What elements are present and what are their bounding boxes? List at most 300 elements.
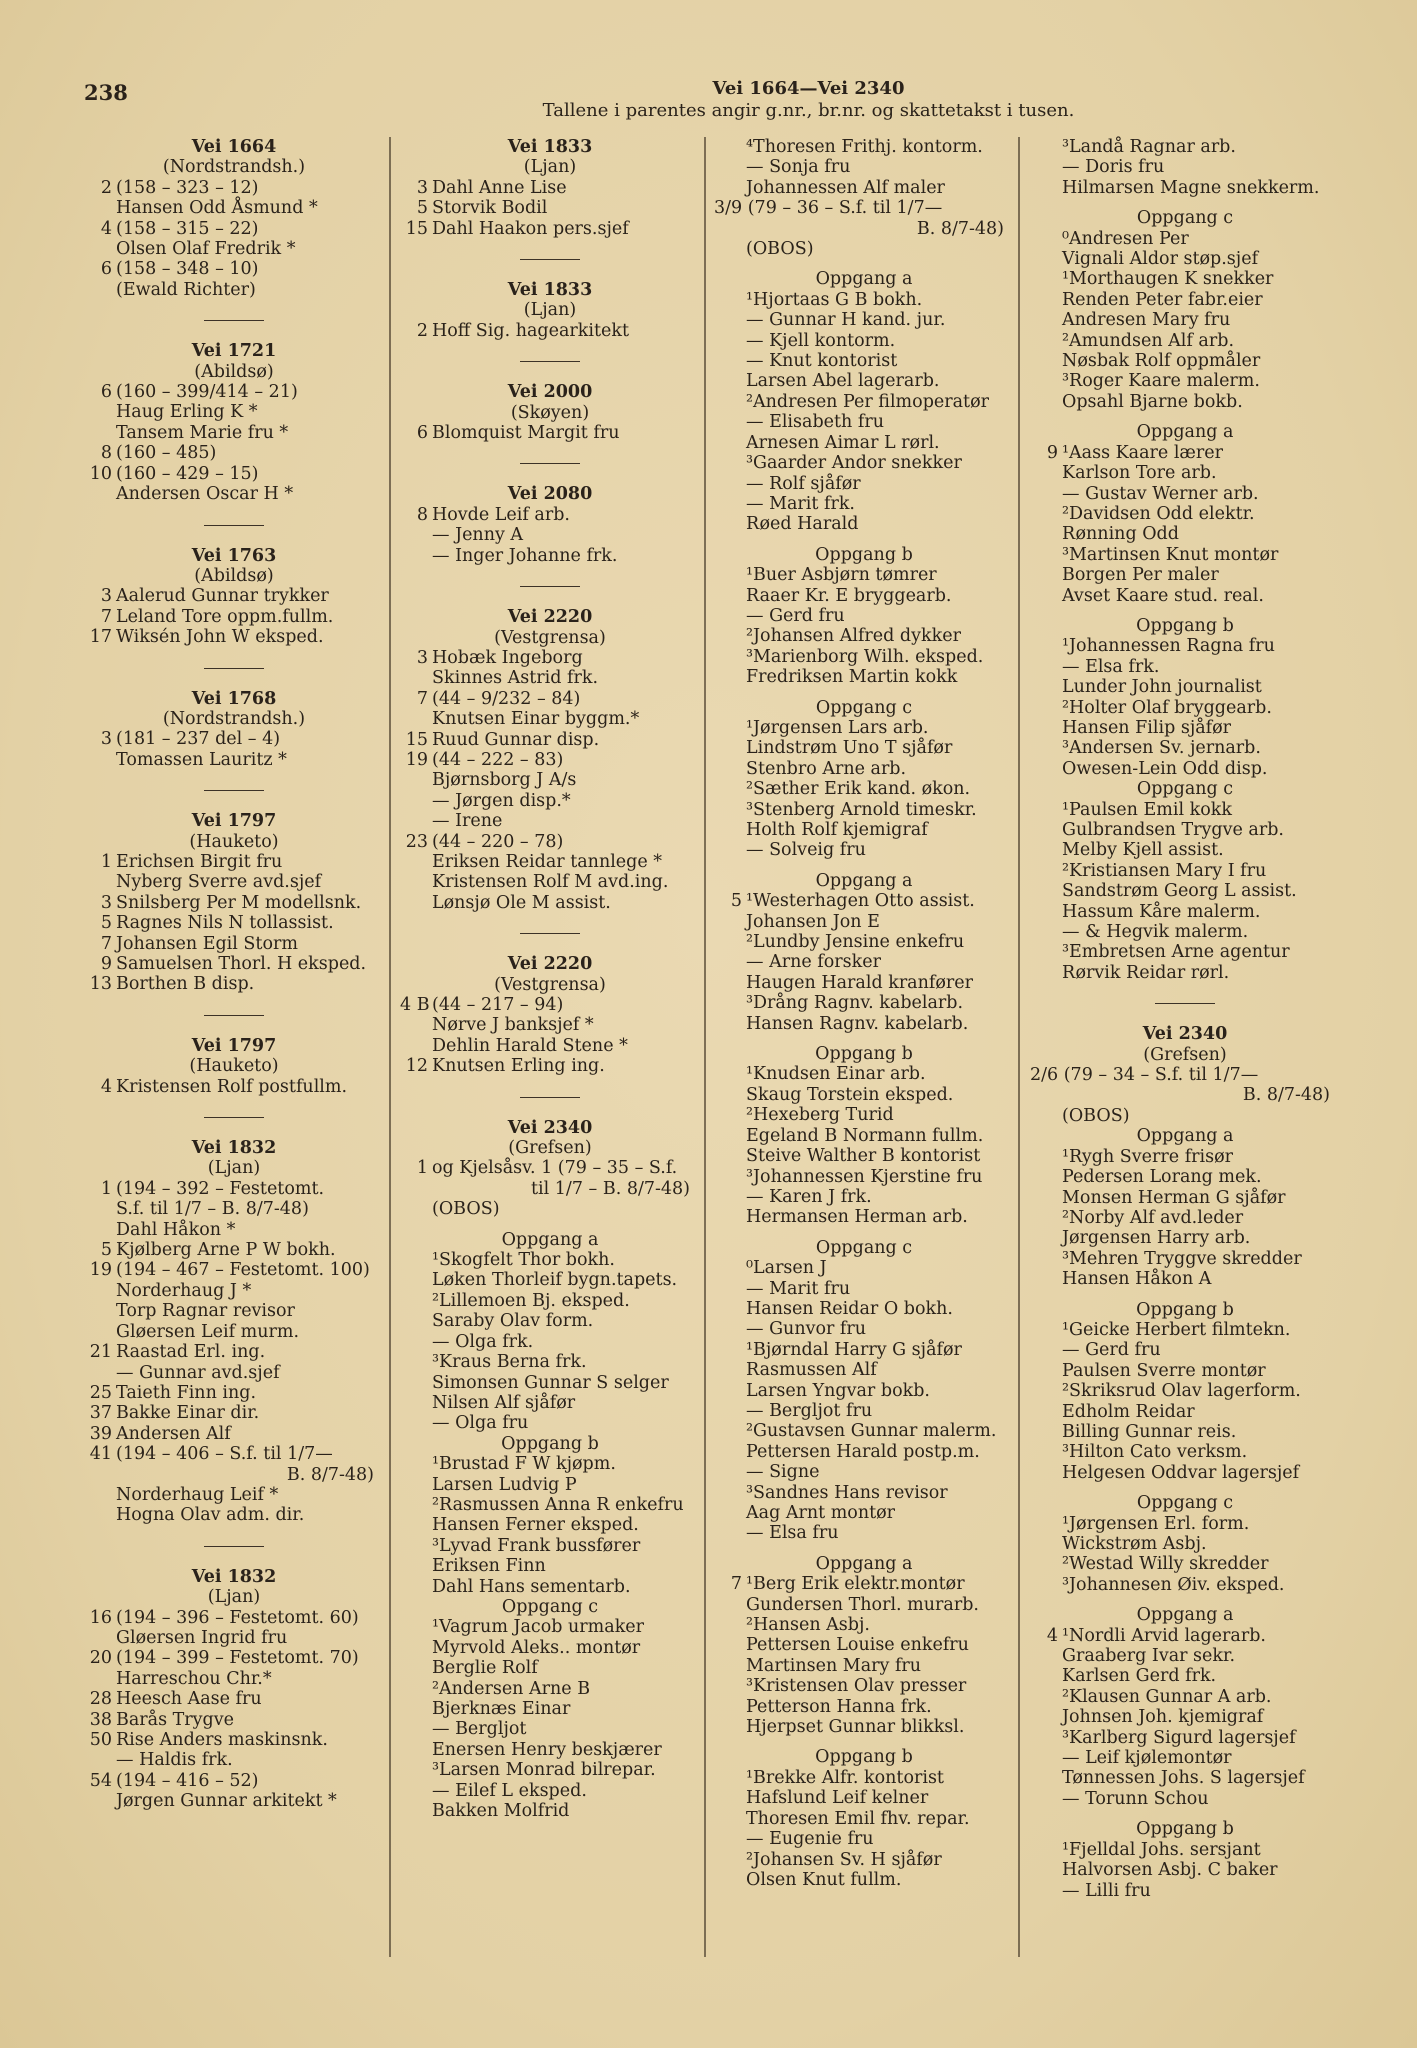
resident-entry [400, 750, 700, 770]
entry-text: Martinsen Mary fru [746, 1655, 922, 1676]
house-number: 4 B [400, 995, 430, 1015]
entry-text: ³Kraus Berna frk. [432, 1352, 587, 1373]
house-number: 17 [89, 627, 112, 648]
resident-entry [1030, 178, 1340, 198]
entry-text: Norderhaug Leif * [116, 1484, 279, 1505]
continuation-line: til 1/7 – B. 8/7-48) [531, 1178, 690, 1199]
resident-entry [400, 872, 700, 892]
entry-text: — Elisabeth fru [746, 412, 884, 433]
house-number [400, 1291, 432, 1311]
entry-text: ¹Bjørndal Harry G sjåfør [746, 1339, 962, 1360]
house-number [714, 412, 746, 432]
entry-text: — Eugenie fru [746, 1829, 874, 1850]
house-number [714, 474, 746, 494]
resident-entry [84, 627, 384, 647]
entry-text: Opsahl Bjarne bokb. [1062, 391, 1243, 412]
subheading: Oppgang b [1136, 615, 1234, 636]
entry-text: Løken Thorleif bygn.tapets. [432, 1270, 678, 1291]
house-number: 19 [89, 1260, 112, 1281]
house-number [1030, 1188, 1062, 1208]
subheading: (Vestgrensa) [494, 627, 606, 648]
section-separator [84, 770, 384, 811]
house-number: 5 [416, 198, 428, 219]
resident-entry [1030, 1514, 1340, 1534]
resident-entry [400, 1158, 700, 1178]
road-heading: Vei 2080 [507, 484, 593, 505]
spacer [714, 1228, 1014, 1238]
house-number: 50 [89, 1730, 112, 1750]
entry-text: Dahl Hans sementarb. [432, 1576, 631, 1597]
continuation-line: B. 8/7-48) [286, 1464, 374, 1485]
house-number [714, 494, 746, 514]
house-number [1030, 1228, 1062, 1248]
resident-entry [714, 137, 1014, 157]
entry-text: ²Lundby Jensine enkefru [746, 932, 965, 953]
house-number [400, 1638, 432, 1658]
house-number: 28 [89, 1689, 112, 1710]
entry-text: ³Karlberg Sigurd lagersjef [1062, 1727, 1296, 1748]
house-number [714, 392, 746, 412]
subheading: Oppgang a [815, 870, 913, 891]
page-header [300, 78, 1317, 122]
resident-entry [1030, 1167, 1340, 1187]
house-number [400, 852, 432, 872]
resident-entry [400, 1199, 700, 1219]
resident-entry [714, 973, 1014, 993]
resident-entry [714, 474, 1014, 494]
entry-text: ¹Knudsen Einar arb. [746, 1064, 926, 1085]
house-number [84, 1220, 116, 1240]
resident-entry [714, 392, 1014, 412]
entry-text: Lunder John journalist [1062, 677, 1262, 698]
resident-entry [714, 1595, 1014, 1615]
entry-text: Steive Walther B kontorist [746, 1146, 981, 1167]
entry-text: Heesch Aase fru [116, 1689, 262, 1710]
road-heading: Vei 1797 [191, 1035, 277, 1056]
entry-text: Andresen Mary fru [1062, 310, 1231, 331]
house-number [1030, 840, 1062, 860]
entry-text: Dahl Haakon pers.sjef [432, 218, 629, 239]
entry-text: ²Andersen Arne B [432, 1678, 591, 1699]
entry-text: Borthen B disp. [116, 974, 255, 995]
resident-entry [714, 494, 1014, 514]
resident-entry [714, 1503, 1014, 1523]
house-number: 1 [100, 851, 112, 872]
house-number [84, 1322, 116, 1342]
house-number: 5 [100, 1240, 112, 1261]
resident-entry [714, 1207, 1014, 1227]
house-number [714, 1319, 746, 1339]
resident-entry [1030, 1728, 1340, 1748]
house-number [1030, 269, 1062, 289]
house-number [400, 709, 432, 729]
resident-entry [400, 1801, 700, 1821]
house-number [400, 1719, 432, 1739]
house-number [714, 993, 746, 1013]
resident-entry [714, 1829, 1014, 1849]
entry-text: Gløersen Leif murm. [116, 1321, 300, 1342]
resident-entry [714, 290, 1014, 310]
resident-entry [400, 1270, 700, 1290]
resident-entry [714, 1462, 1014, 1482]
entry-text: ¹Westerhagen Otto assist. [746, 891, 975, 912]
entry-text: Snilsberg Per M modellsnk. [116, 892, 362, 913]
resident-entry [400, 689, 700, 709]
resident-entry [1030, 1208, 1340, 1228]
resident-entry [1030, 1228, 1340, 1248]
resident-entry [714, 1574, 1014, 1594]
house-number [1030, 657, 1062, 677]
resident-entry [400, 1413, 700, 1433]
entry-text: ¹Fjelldal Johs. sersjant [1062, 1839, 1261, 1860]
resident-entry [714, 178, 1014, 198]
house-number: 6 [100, 382, 112, 403]
resident-entry [714, 586, 1014, 606]
entry-text: ⁴Thoresen Frithj. kontorm. [746, 137, 983, 157]
road-heading: Vei 2000 [507, 382, 593, 403]
house-number [400, 811, 432, 831]
house-number [714, 1595, 746, 1615]
entry-text: Hobæk Ingeborg [432, 647, 583, 668]
house-number [714, 453, 746, 473]
resident-entry [1030, 351, 1340, 371]
resident-entry [1030, 861, 1340, 881]
entry-text: Hansen Odd Åsmund * [116, 198, 318, 219]
resident-entry [1030, 1789, 1340, 1809]
resident-entry [1030, 1881, 1340, 1901]
resident-entry [714, 912, 1014, 932]
resident-entry [714, 1381, 1014, 1401]
resident-entry [400, 1760, 700, 1780]
resident-entry [400, 525, 700, 545]
resident-entry [1030, 902, 1340, 922]
spacer [714, 1544, 1014, 1554]
resident-entry [1030, 545, 1340, 565]
house-number [400, 1699, 432, 1719]
house-number [714, 1401, 746, 1421]
entry-text: Hansen Reidar O bokh. [746, 1298, 953, 1319]
resident-entry [400, 852, 700, 872]
house-number: 10 [89, 463, 112, 484]
entry-text: ²Hexeberg Turid [746, 1105, 894, 1126]
spacer [714, 861, 1014, 871]
entry-text: ¹Brustad F W kjøpm. [432, 1454, 616, 1475]
entry-text: ³Lyvad Frank bussfører [432, 1535, 641, 1556]
resident-entry [1030, 759, 1340, 779]
resident-entry [1030, 800, 1340, 820]
section-separator [84, 648, 384, 689]
road-heading: Vei 1832 [191, 1138, 277, 1159]
entry-text: Pedersen Lorang mek. [1062, 1167, 1262, 1188]
resident-entry [400, 811, 700, 831]
house-number [1030, 881, 1062, 901]
house-number: 21 [89, 1342, 112, 1363]
entry-text: ³Landå Ragnar arb. [1062, 137, 1236, 157]
resident-entry [714, 647, 1014, 667]
subheading: Oppgang c [501, 1596, 599, 1617]
entry-text: Avset Kaare stud. real. [1062, 585, 1264, 606]
entry-text: — Lilli fru [1062, 1880, 1151, 1901]
entry-text: — Torunn Schou [1062, 1788, 1209, 1809]
entry-text: ¹Rygh Sverre frisør [1062, 1146, 1234, 1167]
resident-entry [1030, 586, 1340, 606]
entry-text: ²Lillemoen Bj. eksped. [432, 1290, 630, 1311]
subheading: (Ljan) [523, 300, 577, 321]
entry-text: Larsen Abel lagerarb. [746, 371, 940, 392]
resident-entry [1030, 371, 1340, 391]
house-number [1030, 565, 1062, 585]
entry-text: (44 – 222 – 83) [432, 749, 564, 770]
resident-entry [714, 331, 1014, 351]
resident-entry [400, 770, 700, 790]
resident-entry [1030, 157, 1340, 177]
resident-entry [1030, 484, 1340, 504]
house-number [400, 546, 432, 566]
resident-entry [1030, 1860, 1340, 1880]
resident-entry [1030, 963, 1340, 983]
subheading: (Skøyen) [510, 402, 590, 423]
house-number [400, 1515, 432, 1535]
house-number [400, 791, 432, 811]
property-line: 3/9 (79 – 36 – S.f. til 1/7— [714, 198, 943, 219]
house-number: 12 [405, 1056, 428, 1077]
resident-entry [84, 423, 384, 443]
entry-text: ²Rasmussen Anna R enkefru [432, 1494, 684, 1515]
house-number [714, 626, 746, 646]
house-number [714, 1421, 746, 1441]
entry-text: (160 – 485) [116, 443, 217, 464]
resident-entry [84, 198, 384, 218]
resident-entry [1030, 269, 1340, 289]
house-number [400, 1199, 432, 1219]
house-number [1030, 1106, 1062, 1126]
entry-text: Kristensen Rolf M avd.ing. [432, 872, 669, 893]
resident-entry [1030, 443, 1340, 463]
resident-entry [400, 1311, 700, 1331]
resident-entry [400, 321, 700, 341]
subheading: (Hauketo) [189, 1056, 279, 1077]
house-number [714, 310, 746, 330]
entry-text: ³Johannessen Kjerstine fru [746, 1166, 983, 1187]
house-number [714, 718, 746, 738]
section-separator [84, 300, 384, 341]
house-number: 37 [89, 1403, 112, 1424]
entry-text: Hermansen Herman arb. [746, 1207, 968, 1228]
resident-entry [714, 1340, 1014, 1360]
spacer [714, 688, 1014, 698]
house-number: 8 [100, 443, 112, 464]
resident-entry [84, 872, 384, 892]
house-number [714, 1788, 746, 1808]
subheading: (Hauketo) [189, 831, 279, 852]
resident-entry [400, 1352, 700, 1372]
resident-entry [1030, 1646, 1340, 1666]
entry-text: Johannessen Alf maler [746, 177, 945, 198]
entry-text: — Bergljot [432, 1719, 527, 1740]
resident-entry [1030, 1106, 1340, 1126]
resident-entry [400, 1056, 700, 1076]
resident-entry [84, 1220, 384, 1240]
entry-text: (160 – 429 – 15) [116, 463, 259, 484]
resident-entry [1030, 657, 1340, 677]
resident-entry [84, 1322, 384, 1342]
entry-text: ²Skriksrud Olav lagerform. [1062, 1381, 1301, 1402]
entry-text: Kristensen Rolf postfullm. [116, 1076, 348, 1097]
house-number [714, 514, 746, 534]
house-number [84, 402, 116, 422]
house-number [1030, 1381, 1062, 1401]
resident-entry [714, 565, 1014, 585]
road-heading: Vei 1664 [191, 137, 277, 157]
entry-text: ²Holter Olaf bryggearb. [1062, 697, 1272, 718]
entry-text: — Gerd fru [746, 605, 845, 626]
entry-text: (44 – 217 – 94) [432, 995, 564, 1015]
house-number [714, 1064, 746, 1084]
entry-text: ³Kristensen Olav presser [746, 1676, 967, 1697]
house-number [84, 484, 116, 504]
house-number [714, 1462, 746, 1482]
house-number [714, 1105, 746, 1125]
house-number [714, 779, 746, 799]
resident-entry [400, 1475, 700, 1495]
resident-entry [714, 412, 1014, 432]
section-separator [400, 341, 700, 382]
resident-entry [84, 1750, 384, 1770]
house-number [1030, 504, 1062, 524]
house-number [1030, 331, 1062, 351]
house-number [714, 973, 746, 993]
resident-entry [400, 178, 700, 198]
entry-text: — Kjell kontorm. [746, 330, 896, 351]
entry-text: — Doris fru [1062, 157, 1165, 178]
entry-text: (194 – 392 – Festetomt. [116, 1178, 325, 1199]
entry-text: ³Stenberg Arnold timeskr. [746, 799, 977, 820]
entry-text: ³Hilton Cato verksm. [1062, 1442, 1248, 1463]
house-number: 2 [100, 177, 112, 198]
house-number [1030, 545, 1062, 565]
resident-entry [714, 891, 1014, 911]
resident-entry [84, 1485, 384, 1505]
house-number [714, 800, 746, 820]
entry-text: Wiksén John W eksped. [116, 627, 324, 648]
house-number [714, 331, 746, 351]
resident-entry [84, 1077, 384, 1097]
house-number [1030, 463, 1062, 483]
entry-text: ¹Berg Erik elektr.montør [746, 1574, 965, 1595]
entry-text: Hafslund Leif kelner [746, 1788, 929, 1809]
resident-entry [400, 1015, 700, 1035]
house-number: 7 [730, 1574, 742, 1595]
entry-text: Tomassen Lauritz * [116, 749, 287, 770]
resident-entry [1030, 1249, 1340, 1269]
page-subtitle: Tallene i parentes angir g.nr., br.nr. og skattetakst i tusen. [542, 100, 1075, 121]
resident-entry [1030, 565, 1340, 585]
resident-entry [400, 1454, 700, 1474]
resident-entry [714, 952, 1014, 972]
house-number [1030, 371, 1062, 391]
entry-text: — Gunnar H kand. jur. [746, 310, 946, 331]
house-number [714, 1207, 746, 1227]
house-number [84, 239, 116, 259]
column-4 [1030, 137, 1340, 1901]
road-heading: Vei 1763 [191, 545, 277, 566]
resident-entry [1030, 1340, 1340, 1360]
house-number: 38 [89, 1709, 112, 1730]
resident-entry [714, 433, 1014, 453]
spacer [1030, 412, 1340, 422]
entry-text: Kjølberg Arne P W bokh. [116, 1240, 336, 1261]
resident-entry [1030, 463, 1340, 483]
subheading: Oppgang b [1136, 1819, 1234, 1840]
resident-entry [400, 893, 700, 913]
house-number [1030, 1402, 1062, 1422]
house-number [714, 178, 746, 198]
entry-text: — Bergljot fru [746, 1400, 873, 1421]
spacer [714, 535, 1014, 545]
house-number [1030, 178, 1062, 198]
house-number [714, 738, 746, 758]
resident-entry [400, 1036, 700, 1056]
resident-entry [714, 1105, 1014, 1125]
resident-entry [714, 514, 1014, 534]
resident-entry [714, 1656, 1014, 1676]
entry-text: ¹Jørgensen Erl. form. [1062, 1513, 1250, 1534]
resident-entry [714, 1523, 1014, 1543]
entry-text: Erichsen Birgit fru [116, 851, 283, 872]
road-heading: Vei 1833 [507, 280, 593, 301]
resident-entry [1030, 636, 1340, 656]
resident-entry [1030, 1402, 1340, 1422]
section-separator [84, 505, 384, 546]
house-number [714, 1870, 746, 1890]
house-number [84, 872, 116, 892]
entry-text: — Haldis frk. [116, 1750, 233, 1771]
house-number [1030, 963, 1062, 983]
resident-entry [714, 993, 1014, 1013]
entry-text: ¹Morthaugen K snekker [1062, 269, 1274, 290]
entry-text: Helgesen Oddvar lagersjef [1062, 1462, 1300, 1483]
house-number [400, 1679, 432, 1699]
house-number [714, 647, 746, 667]
entry-text: — Sonja fru [746, 157, 851, 178]
house-number [84, 750, 116, 770]
resident-entry [84, 280, 384, 300]
entry-text: — Arne forsker [746, 952, 881, 973]
house-number: 19 [405, 749, 428, 770]
resident-entry [714, 1319, 1014, 1339]
entry-text: ¹Aass Kaare lærer [1062, 442, 1223, 463]
resident-entry [400, 1536, 700, 1556]
resident-entry [1030, 1463, 1340, 1483]
entry-text: (44 – 220 – 78) [432, 831, 564, 852]
entry-text: (194 – 467 – Festetomt. 100) [116, 1260, 370, 1281]
resident-entry [400, 505, 700, 525]
entry-text: Holth Rolf kjemigraf [746, 820, 928, 840]
house-number [84, 1669, 116, 1689]
house-number [400, 770, 432, 790]
spacer [714, 1737, 1014, 1747]
resident-entry [714, 606, 1014, 626]
house-number [1030, 1463, 1062, 1483]
subheading: (Grefsen) [1143, 1044, 1227, 1065]
resident-entry [1030, 137, 1340, 157]
house-number [400, 1577, 432, 1597]
house-number [714, 1483, 746, 1503]
page-title: Vei 1664—Vei 2340 [712, 78, 905, 99]
house-number [1030, 677, 1062, 697]
road-heading: Vei 1833 [507, 137, 593, 157]
column-1 [84, 137, 384, 1812]
